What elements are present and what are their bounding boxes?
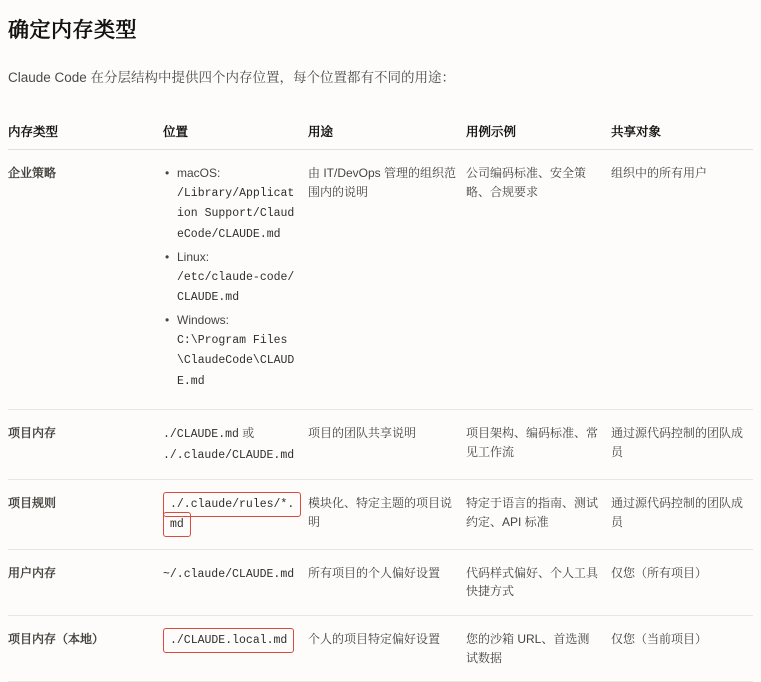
column-header-purpose: 用途 — [308, 122, 466, 150]
path-text: ./CLAUDE.md — [163, 428, 239, 442]
cell-location — [163, 150, 308, 410]
column-header-example: 用例示例 — [466, 122, 611, 150]
cell-example: 特定于语言的指南、测试约定、API 标准 — [466, 479, 611, 549]
cell-location — [163, 410, 308, 480]
cell-purpose: 由 IT/DevOps 管理的组织范围内的说明 — [308, 150, 466, 410]
path-text: /Library/Application Support/ClaudeCode/CLAUDE.md — [177, 186, 295, 241]
cell-location — [163, 549, 308, 615]
or-label: 或 — [242, 426, 255, 441]
table-row — [8, 410, 753, 480]
cell-shared-with: 仅您（所有项目） — [611, 549, 753, 615]
path-text: /etc/claude-code/CLAUDE.md — [177, 270, 295, 304]
cell-shared-with: 组织中的所有用户 — [611, 150, 753, 410]
cell-example: 项目架构、编码标准、常见工作流 — [466, 410, 611, 480]
os-path-list — [163, 164, 298, 391]
cell-memory-type: 项目内存（本地） — [8, 615, 163, 681]
table-row — [8, 615, 753, 681]
path-text: C:\Program Files\ClaudeCode\CLAUDE.md — [177, 333, 295, 388]
cell-memory-type: 项目规则 — [8, 479, 163, 549]
intro-paragraph: Claude Code 在分层结构中提供四个内存位置，每个位置都有不同的用途： — [8, 70, 456, 85]
os-label: Linux: — [177, 250, 210, 265]
table-header-row — [8, 122, 753, 150]
cell-shared-with: 仅您（当前项目） — [611, 615, 753, 681]
cell-shared-with: 通过源代码控制的团队成员 — [611, 410, 753, 480]
os-label: Windows: — [177, 313, 230, 328]
cell-example: 代码样式偏好、个人工具快捷方式 — [466, 549, 611, 615]
path-text: ./CLAUDE.local.md — [163, 628, 294, 653]
cell-memory-type: 企业策略 — [8, 150, 163, 410]
path-text: ./.claude/rules/*.md — [163, 492, 301, 537]
column-header-shared-with: 共享对象 — [611, 122, 753, 150]
cell-memory-type: 项目内存 — [8, 410, 163, 480]
cell-shared-with: 通过源代码控制的团队成员 — [611, 479, 753, 549]
page-title: 确定内存类型 — [8, 19, 137, 42]
cell-purpose: 个人的项目特定偏好设置 — [308, 615, 466, 681]
cell-memory-type: 用户内存 — [8, 549, 163, 615]
cell-example: 您的沙箱 URL、首选测试数据 — [466, 615, 611, 681]
path-text: ~/.claude/CLAUDE.md — [163, 567, 295, 581]
memory-types-table — [8, 122, 753, 682]
list-item — [177, 248, 298, 307]
table-row — [8, 479, 753, 549]
column-header-memory-type: 内存类型 — [8, 122, 163, 150]
column-header-location: 位置 — [163, 122, 308, 150]
cell-purpose: 所有项目的个人偏好设置 — [308, 549, 466, 615]
cell-location-highlighted — [163, 615, 308, 681]
table-row — [8, 150, 753, 410]
cell-purpose: 项目的团队共享说明 — [308, 410, 466, 480]
table-row — [8, 549, 753, 615]
os-label: macOS: — [177, 166, 221, 181]
cell-purpose: 模块化、特定主题的项目说明 — [308, 479, 466, 549]
cell-example: 公司编码标准、安全策略、合规要求 — [466, 150, 611, 410]
cell-location-highlighted — [163, 479, 308, 549]
list-item — [177, 164, 298, 244]
list-item — [177, 311, 298, 391]
path-text: ./.claude/CLAUDE.md — [163, 448, 295, 462]
